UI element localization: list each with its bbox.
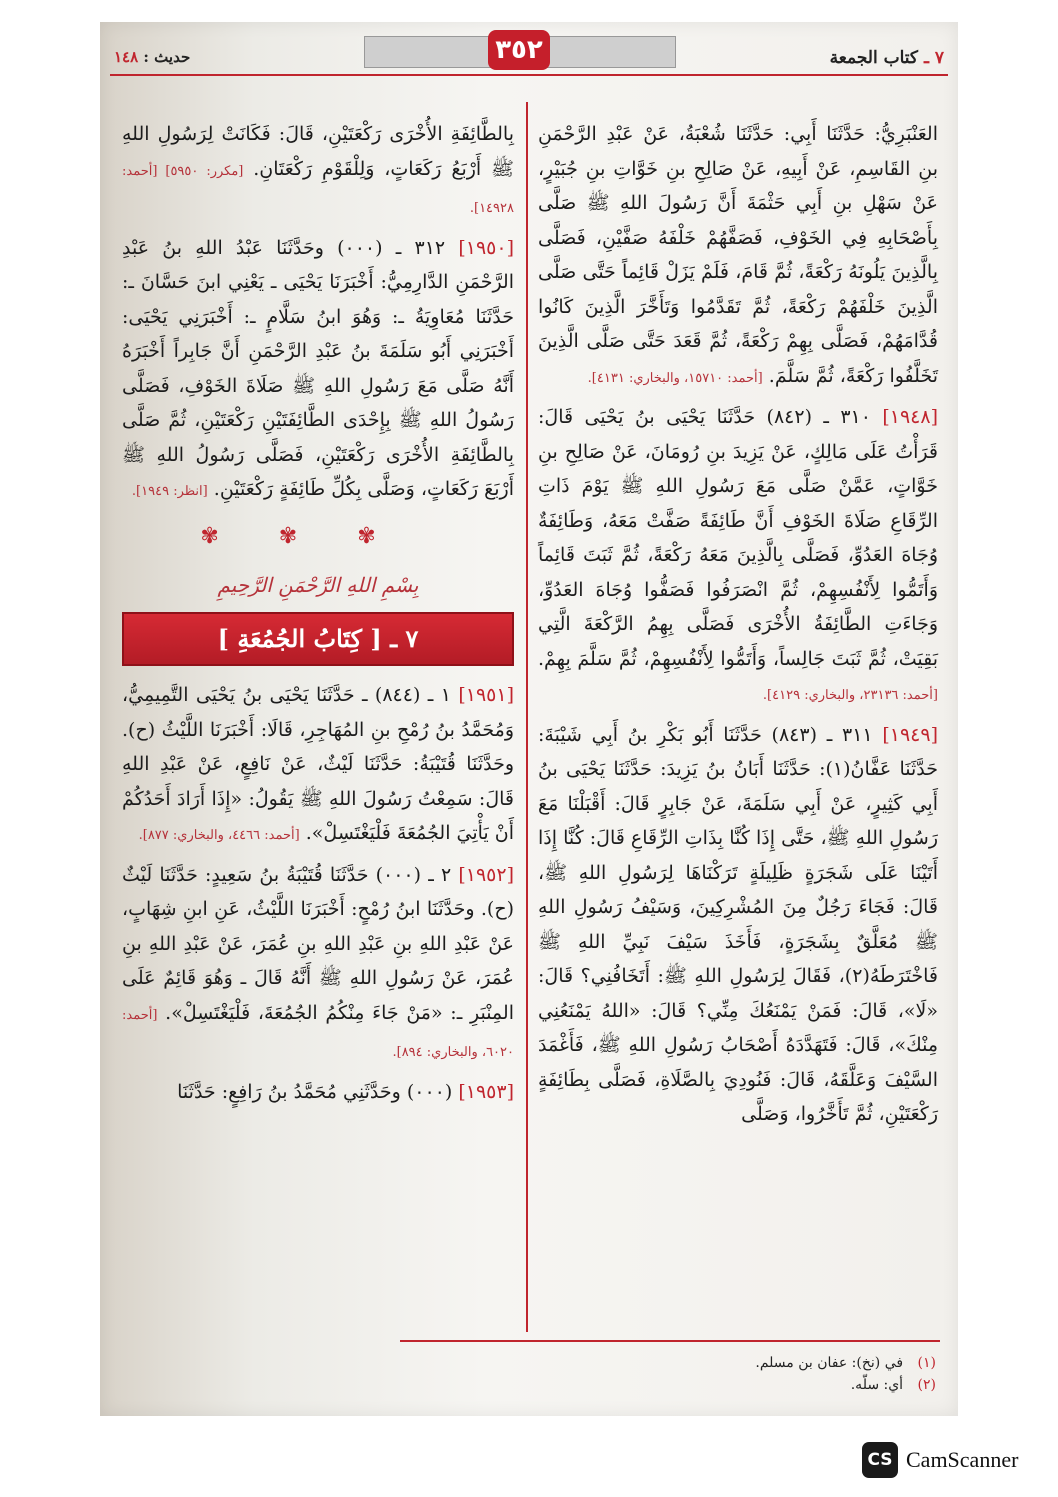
- chapter-name: كتاب الجمعة: [829, 48, 919, 68]
- page-header: [100, 22, 958, 92]
- section-ornaments: ✾✾✾: [200, 523, 436, 549]
- hadith-text: [538, 117, 938, 396]
- hadith-body: ٣١١ ـ (٨٤٣) حَدَّثَنَا أَبُو بَكْرِ بنُ أَبِي شَيْبَةَ: حَدَّثَنَا عَفَّانُ(١): حَدَّثَنَا أَبَانُ بنُ يَزِيدَ: حَدَّثَنَا يَحْيَى بنُ أَبِي كَثِيرٍ، عَنْ أَبِي سَلَمَةَ، عَنْ جَابِرٍ قَالَ: أَقْبَلْنَا مَعَ رَسُولِ اللهِ ﷺ، حَتَّى إِذَا كُنَّا بِذَاتِ الرِّقَاعِ قَالَ: كُنَّا إِذَا أَتَيْنَا عَلَى شَجَرَةٍ ظَلِيلَةٍ تَرَكْنَاهَا لِرَسُولِ اللهِ ﷺ، قَالَ: فَجَاءَ رَجُلٌ مِنَ المُشْرِكِينَ، وَسَيْفُ رَسُولِ اللهِ ﷺ مُعَلَّقٌ بِشَجَرَةٍ، فَأَخَذَ سَيْفَ نَبِيِّ اللهِ ﷺ فَاخْتَرَطَهُ(٢)، فَقَالَ لِرَسُولِ اللهِ ﷺ: أَتَخَافُنِي؟ قَالَ: «لَا»، قَالَ: فَمَنْ يَمْنَعُكَ مِنِّي؟ قَالَ: «اللهُ يَمْنَعُنِي مِنْكَ»، قَالَ: فَتَهَدَّدَهُ أَصْحَابُ رَسُولِ اللهِ ﷺ، فَأَغْمَدَ السَّيْفَ وَعَلَّقَهُ، قَالَ: فَنُودِيَ بِالصَّلَاةِ، فَصَلَّى بِطَائِفَةٍ رَكْعَتَيْنِ، ثُمَّ تَأَخَّرُوا، وَصَلَّى: [538, 723, 938, 1125]
- hadith-reference: [انظر: ١٩٤٩].: [131, 484, 208, 499]
- camscanner-watermark: [862, 1440, 1018, 1480]
- book-page: [100, 22, 958, 1416]
- camscanner-label: CamScanner: [906, 1447, 1019, 1472]
- left-column: [122, 117, 514, 1113]
- hadith-1951: [122, 678, 514, 854]
- hadith-number: [١٩٥١]: [458, 684, 514, 706]
- chapter-title: [830, 48, 944, 68]
- hadith-number: [١٩٥٢]: [458, 863, 514, 886]
- hadith-1953: [122, 1075, 514, 1110]
- page-number: ٣٥٢: [488, 30, 550, 70]
- footnote-item: [755, 1374, 936, 1396]
- hadith-range-prefix: حديث :: [143, 48, 191, 66]
- hadith-number: [١٩٤٨]: [882, 406, 938, 428]
- camscanner-logo-icon: CS: [862, 1442, 898, 1478]
- hadith-reference: [أحمد: ١٥٧١٠، والبخاري: ٤١٣١].: [587, 370, 763, 386]
- basmala: بِسْمِ اللهِ الرَّحْمَنِ الرَّحِيمِ: [217, 572, 419, 597]
- footnotes: [755, 1352, 936, 1396]
- hadith-body: ٣١٠ ـ (٨٤٢) حَدَّثَنَا يَحْيَى بنُ يَحْيَى قَالَ: قَرَأْتُ عَلَى مَالِكٍ، عَنْ يَزِيدَ بنِ رُومَانَ، عَنْ صَالِحِ بنِ خَوَّاتٍ، عَمَّنْ صَلَّى مَعَ رَسُولِ اللهِ ﷺ يَوْمَ ذَاتِ الرِّقَاعِ صَلَاةَ الخَوْفِ أَنَّ طَائِفَةً صَفَّتْ مَعَهُ، وَطَائِفَةٌ وُجَاهَ العَدُوِّ، فَصَلَّى بِالَّذِينَ مَعَهُ رَكْعَةً، ثُمَّ ثَبَتَ قَائِماً وَأَتَمُّوا لِأَنْفُسِهِمْ، ثُمَّ انْصَرَفُوا فَصَفُّوا وُجَاهَ العَدُوِّ، وَجَاءَتِ الطَّائِفَةُ الأُخْرَى فَصَلَّى بِهِمُ الرَّكْعَةَ الَّتِي بَقِيَتْ، ثُمَّ ثَبَتَ جَالِساً، وَأَتَمُّوا لِأَنْفُسِهِمْ، ثُمَّ سَلَّمَ بِهِمْ.: [538, 406, 938, 670]
- hadith-body: ٢ ـ (٠٠٠) حَدَّثَنَا قُتَيْبَةُ بنُ سَعِيدٍ: حَدَّثَنَا لَيْثٌ (ح). وحَدَّثَنَا ابنُ رُمْحٍ: أَخْبَرَنَا اللَّيْثُ، عَنِ ابنِ شِهَابٍ، عَنْ عَبْدِ اللهِ بنِ عَبْدِ اللهِ بنِ عُمَرَ، عَنْ عَبْدِ اللهِ بنِ عُمَرَ، عَنْ رَسُولِ اللهِ ﷺ أَنَّهُ قَالَ ـ وَهُوَ قَائِمٌ عَلَى المِنْبَرِ ـ: «مَنْ جَاءَ مِنْكُمُ الجُمُعَةَ، فَلْيَغْتَسِلْ».: [122, 863, 514, 1024]
- hadith-body: بِالطَّائِفَةِ الأُخْرَى رَكْعَتَيْنِ، قَالَ: فَكَانَتْ لِرَسُولِ اللهِ ﷺ أَرْبَعُ رَكَعَاتٍ، وَلِلْقَوْمِ رَكْعَتَانِ.: [122, 123, 514, 180]
- column-divider: [526, 102, 528, 1332]
- hadith-number: [١٩٤٩]: [882, 723, 939, 746]
- hadith-reference: [أحمد: ٦٠٢٠، والبخاري: ٨٩٤].: [122, 1007, 514, 1060]
- footnote-text: في (نخ): عفان بن مسلم.: [755, 1355, 904, 1371]
- hadith-1950: [122, 231, 514, 510]
- right-column: [538, 117, 938, 1136]
- footnote-text: أي: سلّه.: [850, 1377, 904, 1393]
- hadith-number: [١٩٥٣]: [458, 1080, 514, 1103]
- hadith-body: ٣١٢ ـ (٠٠٠) وحَدَّثَنَا عَبْدُ اللهِ بنُ عَبْدِ الرَّحْمَنِ الدَّارِمِيُّ: أَخْبَرَنَا يَحْيَى ـ يَعْنِي ابنَ حَسَّانَ ـ: حَدَّثَنَا مُعَاوِيَةُ ـ: وَهُوَ ابنُ سَلَّامٍ ـ: أَخْبَرَنِي يَحْيَى: أَخْبَرَنِي أَبُو سَلَمَةَ بنُ عَبْدِ الرَّحْمَنِ أَنَّ جَابِراً أَخْبَرَهُ أَنَّهُ صَلَّى مَعَ رَسُولِ اللهِ ﷺ صَلَاةَ الخَوْفِ، فَصَلَّى رَسُولُ اللهِ ﷺ بِإِحْدَى الطَّائِفَتَيْنِ رَكْعَتَيْنِ، ثُمَّ صَلَّى بِالطَّائِفَةِ الأُخْرَى رَكْعَتَيْنِ، فَصَلَّى رَسُولُ اللهِ ﷺ أَرْبَعَ رَكَعَاتٍ، وَصَلَّى بِكُلِّ طَائِفَةٍ رَكْعَتَيْنِ.: [122, 236, 514, 500]
- footnote-number: (١): [917, 1355, 936, 1371]
- hadith-range-label: [114, 48, 190, 66]
- hadith-1948: [538, 400, 938, 714]
- hadith-body: ١ ـ (٨٤٤) ـ حَدَّثَنَا يَحْيَى بنُ يَحْيَى التَّمِيمِيُّ، وَمُحَمَّدُ بنُ رُمْحِ بنِ المُهَاجِرِ، قَالَا: أَخْبَرَنَا اللَّيْثُ (ح). وحَدَّثَنَا قُتَيْبَةُ: حَدَّثَنَا لَيْثٌ، عَنْ نَافِعٍ، عَنْ عَبْدِ اللهِ قَالَ: سَمِعْتُ رَسُولَ اللهِ ﷺ يَقُولُ: «إِذَا أَرَادَ أَحَدُكُمْ أَنْ يَأْتِيَ الجُمُعَةَ فَلْيَغْتَسِلْ».: [122, 684, 514, 844]
- hadith-body: العَنْبَرِيُّ: حَدَّثَنَا أَبِي: حَدَّثَنَا شُعْبَةُ، عَنْ عَبْدِ الرَّحْمَنِ بنِ القَاسِمِ، عَنْ أَبِيهِ، عَنْ صَالِحِ بنِ خَوَّاتِ بنِ جُبَيْرٍ، عَنْ سَهْلِ بنِ أَبِي حَثْمَةَ أَنَّ رَسُولَ اللهِ ﷺ صَلَّى بِأَصْحَابِهِ فِي الخَوْفِ، فَصَفَّهُمْ خَلْفَهُ صَفَّيْنِ، فَصَلَّى بِالَّذِينَ يَلُونَهُ رَكْعَةً، ثُمَّ قَامَ، فَلَمْ يَزَلْ قَائِماً حَتَّى صَلَّى الَّذِينَ خَلْفَهُمْ رَكْعَةً، ثُمَّ تَقَدَّمُوا وَتَأَخَّرَ الَّذِينَ كَانُوا قُدَّامَهُمْ، فَصَلَّى بِهِمْ رَكْعَةً، ثُمَّ قَعَدَ حَتَّى صَلَّى الَّذِينَ تَخَلَّفُوا رَكْعَةً، ثُمَّ سَلَّمَ.: [538, 123, 938, 387]
- hadith-range-number: ١٤٨: [114, 48, 139, 66]
- book-title-banner: ٧ ـ [ كِتَابُ الجُمُعَةِ ]: [122, 612, 514, 666]
- footnote-number: (٢): [917, 1377, 936, 1393]
- hadith-reference: [مكرر: ٥٩٥٠] [أحمد: ١٤٩٢٨].: [122, 163, 514, 216]
- chapter-number: ٧ ـ: [923, 48, 944, 68]
- hadith-1952: [122, 858, 514, 1071]
- hadith-reference: [أحمد: ٤٤٦٦، والبخاري: ٨٧٧].: [138, 828, 300, 843]
- hadith-number: [١٩٥٠]: [458, 236, 514, 259]
- hadith-1949: [538, 718, 938, 1132]
- footnote-item: [755, 1352, 936, 1374]
- hadith-body: (٠٠٠) وحَدَّثَنِي مُحَمَّدُ بنُ رَافِعٍ: حَدَّثَنَا: [177, 1080, 453, 1103]
- header-rule: [110, 74, 948, 76]
- footnote-rule: [400, 1340, 940, 1342]
- hadith-reference: [أحمد: ٢٣١٣٦، والبخاري: ٤١٢٩].: [762, 688, 938, 703]
- hadith-text: [122, 117, 514, 227]
